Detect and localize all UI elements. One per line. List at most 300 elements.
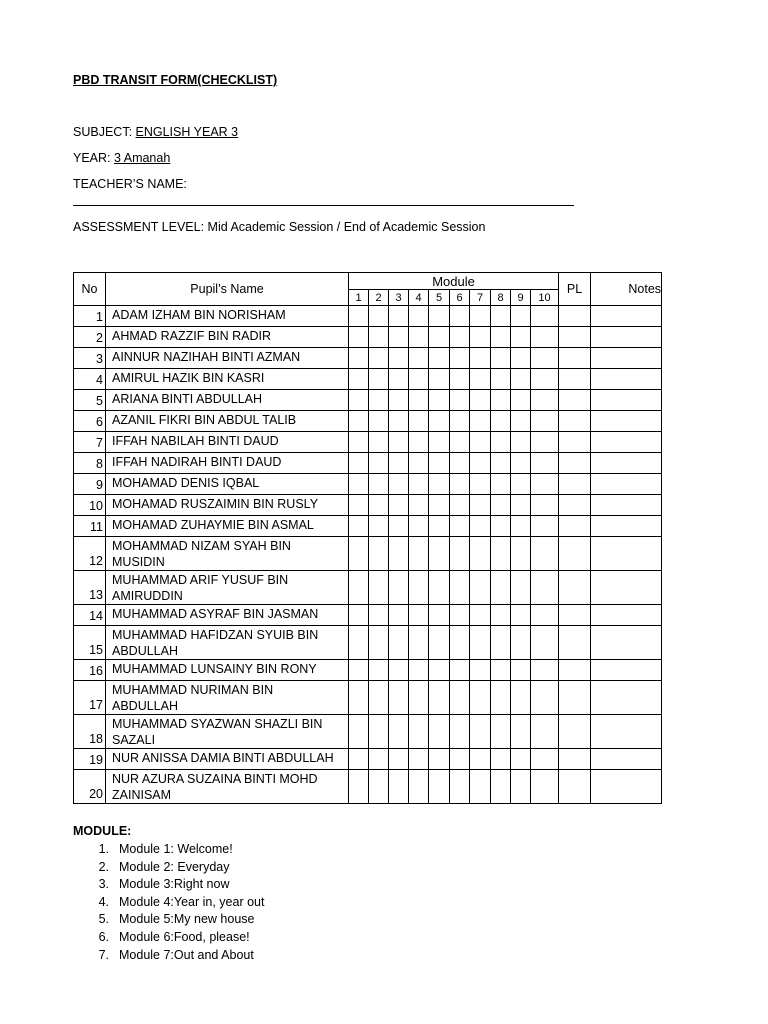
module-check-cell[interactable] bbox=[511, 474, 531, 495]
notes-cell[interactable] bbox=[591, 432, 662, 453]
pl-cell[interactable] bbox=[559, 348, 591, 369]
module-check-cell[interactable] bbox=[450, 537, 470, 571]
module-check-cell[interactable] bbox=[470, 715, 491, 749]
module-check-cell[interactable] bbox=[531, 681, 559, 715]
table-row bbox=[74, 770, 662, 804]
module-check-cell[interactable] bbox=[491, 715, 511, 749]
module-check-cell[interactable] bbox=[409, 770, 429, 804]
module-check-cell[interactable] bbox=[389, 411, 409, 432]
notes-cell[interactable] bbox=[591, 681, 662, 715]
module-check-cell[interactable] bbox=[369, 369, 389, 390]
module-check-cell[interactable] bbox=[470, 516, 491, 537]
module-check-cell[interactable] bbox=[429, 571, 450, 605]
pl-cell[interactable] bbox=[559, 516, 591, 537]
teacher-name-blank-line bbox=[73, 205, 574, 206]
pupil-name: MOHAMAD DENIS IQBAL bbox=[106, 474, 349, 495]
list-item-index: 1. bbox=[98, 842, 109, 856]
pupil-number: 16 bbox=[74, 660, 106, 681]
module-check-cell[interactable] bbox=[349, 660, 369, 681]
pupil-rows bbox=[74, 306, 662, 804]
pupil-name bbox=[106, 571, 349, 605]
module-check-cell[interactable] bbox=[450, 327, 470, 348]
pupil-name-line: MUSIDIN bbox=[112, 555, 165, 569]
pupil-number: 2 bbox=[74, 327, 106, 348]
module-check-cell[interactable] bbox=[369, 411, 389, 432]
module-check-cell[interactable] bbox=[491, 327, 511, 348]
module-check-cell[interactable] bbox=[369, 571, 389, 605]
table-row bbox=[74, 660, 662, 681]
module-check-cell[interactable] bbox=[369, 516, 389, 537]
module-check-cell[interactable] bbox=[409, 605, 429, 626]
pupil-name: MOHAMAD RUSZAIMIN BIN RUSLY bbox=[106, 495, 349, 516]
module-check-cell[interactable] bbox=[409, 348, 429, 369]
pl-cell[interactable] bbox=[559, 390, 591, 411]
module-check-cell[interactable] bbox=[389, 369, 409, 390]
module-check-cell[interactable] bbox=[389, 749, 409, 770]
module-check-cell[interactable] bbox=[491, 474, 511, 495]
pupil-name: AZANIL FIKRI BIN ABDUL TALIB bbox=[106, 411, 349, 432]
module-check-cell[interactable] bbox=[470, 495, 491, 516]
module-check-cell[interactable] bbox=[450, 453, 470, 474]
module-check-cell[interactable] bbox=[349, 749, 369, 770]
notes-cell[interactable] bbox=[591, 571, 662, 605]
module-check-cell[interactable] bbox=[429, 495, 450, 516]
module-check-cell[interactable] bbox=[369, 681, 389, 715]
module-check-cell[interactable] bbox=[429, 369, 450, 390]
module-check-cell[interactable] bbox=[429, 715, 450, 749]
module-check-cell[interactable] bbox=[389, 432, 409, 453]
pl-cell[interactable] bbox=[559, 571, 591, 605]
pupil-name: MUHAMMAD LUNSAINY BIN RONY bbox=[106, 660, 349, 681]
module-check-cell[interactable] bbox=[389, 681, 409, 715]
module-check-cell[interactable] bbox=[531, 369, 559, 390]
module-check-cell[interactable] bbox=[511, 626, 531, 660]
module-check-cell[interactable] bbox=[491, 571, 511, 605]
module-check-cell[interactable] bbox=[409, 495, 429, 516]
module-check-cell[interactable] bbox=[531, 348, 559, 369]
module-check-cell[interactable] bbox=[531, 605, 559, 626]
notes-cell[interactable] bbox=[591, 348, 662, 369]
module-check-cell[interactable] bbox=[409, 626, 429, 660]
table-row bbox=[74, 626, 662, 660]
pupil-name-line: MOHAMMAD NIZAM SYAH BIN bbox=[112, 539, 291, 553]
pl-cell[interactable] bbox=[559, 626, 591, 660]
module-check-cell[interactable] bbox=[511, 348, 531, 369]
module-check-cell[interactable] bbox=[349, 432, 369, 453]
module-check-cell[interactable] bbox=[491, 453, 511, 474]
table-row bbox=[74, 327, 662, 348]
module-check-cell[interactable] bbox=[349, 605, 369, 626]
module-check-cell[interactable] bbox=[511, 432, 531, 453]
module-check-cell[interactable] bbox=[409, 411, 429, 432]
module-check-cell[interactable] bbox=[369, 495, 389, 516]
module-check-cell[interactable] bbox=[389, 474, 409, 495]
module-check-cell[interactable] bbox=[409, 715, 429, 749]
module-check-cell[interactable] bbox=[511, 715, 531, 749]
module-check-cell[interactable] bbox=[470, 348, 491, 369]
pl-cell[interactable] bbox=[559, 605, 591, 626]
list-item-label: Module 3:Right now bbox=[119, 877, 230, 892]
module-check-cell[interactable] bbox=[511, 660, 531, 681]
module-check-cell[interactable] bbox=[389, 306, 409, 327]
module-check-cell[interactable] bbox=[450, 369, 470, 390]
module-check-cell[interactable] bbox=[409, 749, 429, 770]
pupil-number: 18 bbox=[74, 715, 106, 749]
module-check-cell[interactable] bbox=[429, 327, 450, 348]
list-item-index: 5. bbox=[98, 912, 109, 927]
module-check-cell[interactable] bbox=[470, 749, 491, 770]
pupil-name-line: MUHAMMAD ARIF YUSUF BIN bbox=[112, 573, 289, 587]
module-check-cell[interactable] bbox=[470, 660, 491, 681]
module-check-cell[interactable] bbox=[450, 411, 470, 432]
pupil-name-line: SAZALI bbox=[112, 733, 156, 747]
module-check-cell[interactable] bbox=[450, 306, 470, 327]
module-number-header: 8 bbox=[491, 290, 511, 306]
notes-cell[interactable] bbox=[591, 495, 662, 516]
module-check-cell[interactable] bbox=[470, 474, 491, 495]
module-check-cell[interactable] bbox=[531, 660, 559, 681]
notes-cell[interactable] bbox=[591, 770, 662, 804]
module-check-cell[interactable] bbox=[450, 516, 470, 537]
module-check-cell[interactable] bbox=[409, 306, 429, 327]
pl-cell[interactable] bbox=[559, 537, 591, 571]
notes-cell[interactable] bbox=[591, 516, 662, 537]
pl-cell[interactable] bbox=[559, 770, 591, 804]
module-check-cell[interactable] bbox=[450, 681, 470, 715]
notes-cell[interactable] bbox=[591, 474, 662, 495]
module-check-cell[interactable] bbox=[491, 390, 511, 411]
pupil-name: NUR ANISSA DAMIA BINTI ABDULLAH bbox=[106, 749, 349, 770]
module-check-cell[interactable] bbox=[531, 770, 559, 804]
module-check-cell[interactable] bbox=[491, 660, 511, 681]
pupil-name bbox=[106, 626, 349, 660]
module-check-cell[interactable] bbox=[389, 605, 409, 626]
module-check-cell[interactable] bbox=[531, 474, 559, 495]
module-check-cell[interactable] bbox=[409, 432, 429, 453]
module-check-cell[interactable] bbox=[349, 306, 369, 327]
pl-cell[interactable] bbox=[559, 495, 591, 516]
module-check-cell[interactable] bbox=[409, 516, 429, 537]
notes-cell[interactable] bbox=[591, 660, 662, 681]
module-check-cell[interactable] bbox=[429, 660, 450, 681]
module-number-header: 2 bbox=[369, 290, 389, 306]
module-check-cell[interactable] bbox=[349, 626, 369, 660]
module-check-cell[interactable] bbox=[511, 369, 531, 390]
module-check-cell[interactable] bbox=[531, 453, 559, 474]
module-check-cell[interactable] bbox=[389, 571, 409, 605]
module-check-cell[interactable] bbox=[429, 681, 450, 715]
module-check-cell[interactable] bbox=[429, 390, 450, 411]
pl-cell[interactable] bbox=[559, 681, 591, 715]
pupil-name bbox=[106, 681, 349, 715]
module-check-cell[interactable] bbox=[511, 411, 531, 432]
list-item-index: 2. bbox=[98, 859, 109, 874]
module-list-heading: MODULE: bbox=[73, 824, 132, 838]
subject-line bbox=[73, 124, 238, 140]
module-check-cell[interactable] bbox=[369, 327, 389, 348]
module-check-cell[interactable] bbox=[491, 432, 511, 453]
pl-cell[interactable] bbox=[559, 327, 591, 348]
table-row bbox=[74, 411, 662, 432]
pupil-number: 17 bbox=[74, 681, 106, 715]
module-check-cell[interactable] bbox=[349, 453, 369, 474]
list-item-label: Module 6:Food, please! bbox=[119, 929, 250, 944]
pl-cell[interactable] bbox=[559, 749, 591, 770]
module-check-cell[interactable] bbox=[349, 327, 369, 348]
module-check-cell[interactable] bbox=[349, 390, 369, 411]
module-check-cell[interactable] bbox=[470, 369, 491, 390]
module-check-cell[interactable] bbox=[470, 626, 491, 660]
module-check-cell[interactable] bbox=[429, 306, 450, 327]
module-check-cell[interactable] bbox=[491, 369, 511, 390]
module-check-cell[interactable] bbox=[491, 681, 511, 715]
checklist-table bbox=[73, 272, 662, 804]
pupil-number: 6 bbox=[74, 411, 106, 432]
pl-cell[interactable] bbox=[559, 369, 591, 390]
module-check-cell[interactable] bbox=[429, 411, 450, 432]
table-row bbox=[74, 453, 662, 474]
module-check-cell[interactable] bbox=[389, 626, 409, 660]
module-check-cell[interactable] bbox=[491, 348, 511, 369]
module-check-cell[interactable] bbox=[369, 749, 389, 770]
module-check-cell[interactable] bbox=[429, 626, 450, 660]
module-check-cell[interactable] bbox=[531, 749, 559, 770]
header-notes: Notes bbox=[591, 273, 662, 306]
module-check-cell[interactable] bbox=[349, 516, 369, 537]
module-check-cell[interactable] bbox=[531, 715, 559, 749]
module-check-cell[interactable] bbox=[389, 495, 409, 516]
module-check-cell[interactable] bbox=[389, 453, 409, 474]
module-check-cell[interactable] bbox=[470, 327, 491, 348]
module-check-cell[interactable] bbox=[491, 495, 511, 516]
module-check-cell[interactable] bbox=[511, 537, 531, 571]
module-check-cell[interactable] bbox=[470, 571, 491, 605]
module-check-cell[interactable] bbox=[409, 681, 429, 715]
module-check-cell[interactable] bbox=[429, 453, 450, 474]
pupil-number: 20 bbox=[74, 770, 106, 804]
module-check-cell[interactable] bbox=[450, 660, 470, 681]
module-check-cell[interactable] bbox=[511, 770, 531, 804]
list-item-label: Module 5:My new house bbox=[119, 912, 255, 927]
module-check-cell[interactable] bbox=[349, 411, 369, 432]
table-row bbox=[74, 306, 662, 327]
module-check-cell[interactable] bbox=[369, 348, 389, 369]
module-check-cell[interactable] bbox=[470, 390, 491, 411]
module-check-cell[interactable] bbox=[531, 626, 559, 660]
module-number-header: 3 bbox=[389, 290, 409, 306]
module-check-cell[interactable] bbox=[369, 432, 389, 453]
notes-cell[interactable] bbox=[591, 390, 662, 411]
module-check-cell[interactable] bbox=[369, 306, 389, 327]
module-check-cell[interactable] bbox=[531, 495, 559, 516]
module-check-cell[interactable] bbox=[409, 474, 429, 495]
module-check-cell[interactable] bbox=[389, 390, 409, 411]
module-check-cell[interactable] bbox=[511, 495, 531, 516]
pupil-name-line: MUHAMMAD NURIMAN BIN bbox=[112, 683, 274, 697]
module-check-cell[interactable] bbox=[491, 626, 511, 660]
module-check-cell[interactable] bbox=[470, 770, 491, 804]
module-check-cell[interactable] bbox=[429, 474, 450, 495]
module-check-cell[interactable] bbox=[531, 537, 559, 571]
module-check-cell[interactable] bbox=[409, 537, 429, 571]
module-check-cell[interactable] bbox=[491, 605, 511, 626]
notes-cell[interactable] bbox=[591, 749, 662, 770]
module-check-cell[interactable] bbox=[450, 770, 470, 804]
module-check-cell[interactable] bbox=[409, 369, 429, 390]
module-check-cell[interactable] bbox=[450, 390, 470, 411]
module-check-cell[interactable] bbox=[389, 660, 409, 681]
module-check-cell[interactable] bbox=[491, 411, 511, 432]
module-check-cell[interactable] bbox=[491, 749, 511, 770]
module-check-cell[interactable] bbox=[491, 537, 511, 571]
module-check-cell[interactable] bbox=[511, 306, 531, 327]
pupil-name: IFFAH NADIRAH BINTI DAUD bbox=[106, 453, 349, 474]
module-check-cell[interactable] bbox=[369, 660, 389, 681]
pl-cell[interactable] bbox=[559, 306, 591, 327]
module-check-cell[interactable] bbox=[389, 516, 409, 537]
module-check-cell[interactable] bbox=[511, 390, 531, 411]
table-header bbox=[74, 273, 662, 306]
module-check-cell[interactable] bbox=[450, 474, 470, 495]
module-check-cell[interactable] bbox=[450, 495, 470, 516]
pupil-number: 3 bbox=[74, 348, 106, 369]
pupil-name: IFFAH NABILAH BINTI DAUD bbox=[106, 432, 349, 453]
module-check-cell[interactable] bbox=[369, 537, 389, 571]
module-check-cell[interactable] bbox=[511, 453, 531, 474]
notes-cell[interactable] bbox=[591, 715, 662, 749]
module-check-cell[interactable] bbox=[409, 660, 429, 681]
module-check-cell[interactable] bbox=[429, 605, 450, 626]
notes-cell[interactable] bbox=[591, 411, 662, 432]
module-check-cell[interactable] bbox=[369, 626, 389, 660]
module-check-cell[interactable] bbox=[409, 390, 429, 411]
pl-cell[interactable] bbox=[559, 453, 591, 474]
module-check-cell[interactable] bbox=[369, 605, 389, 626]
notes-cell[interactable] bbox=[591, 605, 662, 626]
module-check-cell[interactable] bbox=[349, 348, 369, 369]
module-check-cell[interactable] bbox=[429, 348, 450, 369]
module-check-cell[interactable] bbox=[531, 516, 559, 537]
module-check-cell[interactable] bbox=[531, 411, 559, 432]
notes-cell[interactable] bbox=[591, 537, 662, 571]
subject-value: ENGLISH YEAR 3 bbox=[135, 125, 239, 139]
pupil-number: 19 bbox=[74, 749, 106, 770]
module-check-cell[interactable] bbox=[349, 571, 369, 605]
module-check-cell[interactable] bbox=[349, 537, 369, 571]
notes-cell[interactable] bbox=[591, 306, 662, 327]
module-check-cell[interactable] bbox=[349, 681, 369, 715]
list-item-label: Module 1: Welcome! bbox=[119, 842, 233, 856]
module-check-cell[interactable] bbox=[349, 715, 369, 749]
module-check-cell[interactable] bbox=[389, 715, 409, 749]
module-check-cell[interactable] bbox=[511, 571, 531, 605]
module-check-cell[interactable] bbox=[491, 770, 511, 804]
module-check-cell[interactable] bbox=[470, 432, 491, 453]
module-check-cell[interactable] bbox=[450, 626, 470, 660]
module-check-cell[interactable] bbox=[389, 537, 409, 571]
module-check-cell[interactable] bbox=[369, 390, 389, 411]
module-check-cell[interactable] bbox=[349, 474, 369, 495]
module-check-cell[interactable] bbox=[450, 432, 470, 453]
module-check-cell[interactable] bbox=[531, 390, 559, 411]
module-check-cell[interactable] bbox=[470, 605, 491, 626]
module-check-cell[interactable] bbox=[531, 306, 559, 327]
module-check-cell[interactable] bbox=[450, 749, 470, 770]
module-check-cell[interactable] bbox=[429, 516, 450, 537]
module-check-cell[interactable] bbox=[511, 749, 531, 770]
notes-cell[interactable] bbox=[591, 453, 662, 474]
module-check-cell[interactable] bbox=[349, 495, 369, 516]
pupil-name bbox=[106, 715, 349, 749]
module-check-cell[interactable] bbox=[349, 770, 369, 804]
module-check-cell[interactable] bbox=[429, 537, 450, 571]
module-check-cell[interactable] bbox=[409, 453, 429, 474]
table-row bbox=[74, 571, 662, 605]
module-check-cell[interactable] bbox=[511, 516, 531, 537]
module-check-cell[interactable] bbox=[429, 770, 450, 804]
module-check-cell[interactable] bbox=[531, 571, 559, 605]
pl-cell[interactable] bbox=[559, 715, 591, 749]
module-check-cell[interactable] bbox=[369, 453, 389, 474]
module-check-cell[interactable] bbox=[389, 348, 409, 369]
module-check-cell[interactable] bbox=[491, 516, 511, 537]
notes-cell[interactable] bbox=[591, 626, 662, 660]
module-check-cell[interactable] bbox=[470, 453, 491, 474]
table-row bbox=[74, 390, 662, 411]
module-check-cell[interactable] bbox=[349, 369, 369, 390]
module-check-cell[interactable] bbox=[511, 681, 531, 715]
module-check-cell[interactable] bbox=[511, 327, 531, 348]
module-check-cell[interactable] bbox=[470, 306, 491, 327]
notes-cell[interactable] bbox=[591, 327, 662, 348]
module-check-cell[interactable] bbox=[511, 605, 531, 626]
table-row bbox=[74, 715, 662, 749]
pupil-number: 10 bbox=[74, 495, 106, 516]
module-check-cell[interactable] bbox=[389, 327, 409, 348]
module-check-cell[interactable] bbox=[470, 537, 491, 571]
assessment-level: ASSESSMENT LEVEL: Mid Academic Session / End of Academic Session bbox=[73, 220, 486, 234]
table-row bbox=[74, 516, 662, 537]
module-check-cell[interactable] bbox=[491, 306, 511, 327]
pl-cell[interactable] bbox=[559, 411, 591, 432]
module-check-cell[interactable] bbox=[470, 681, 491, 715]
module-check-cell[interactable] bbox=[450, 571, 470, 605]
module-check-cell[interactable] bbox=[531, 432, 559, 453]
module-check-cell[interactable] bbox=[470, 411, 491, 432]
module-check-cell[interactable] bbox=[369, 474, 389, 495]
module-check-cell[interactable] bbox=[531, 327, 559, 348]
pl-cell[interactable] bbox=[559, 660, 591, 681]
pupil-name: AMIRUL HAZIK BIN KASRI bbox=[106, 369, 349, 390]
header-no: No bbox=[74, 273, 106, 306]
module-check-cell[interactable] bbox=[450, 348, 470, 369]
module-number-header: 1 bbox=[349, 290, 369, 306]
pl-cell[interactable] bbox=[559, 474, 591, 495]
module-check-cell[interactable] bbox=[369, 715, 389, 749]
module-check-cell[interactable] bbox=[369, 770, 389, 804]
pl-cell[interactable] bbox=[559, 432, 591, 453]
module-check-cell[interactable] bbox=[409, 571, 429, 605]
module-check-cell[interactable] bbox=[429, 749, 450, 770]
pupil-name: AINNUR NAZIHAH BINTI AZMAN bbox=[106, 348, 349, 369]
module-check-cell[interactable] bbox=[409, 327, 429, 348]
module-check-cell[interactable] bbox=[450, 715, 470, 749]
module-check-cell[interactable] bbox=[450, 605, 470, 626]
pupil-name: MOHAMAD ZUHAYMIE BIN ASMAL bbox=[106, 516, 349, 537]
notes-cell[interactable] bbox=[591, 369, 662, 390]
module-check-cell[interactable] bbox=[389, 770, 409, 804]
module-check-cell[interactable] bbox=[429, 432, 450, 453]
